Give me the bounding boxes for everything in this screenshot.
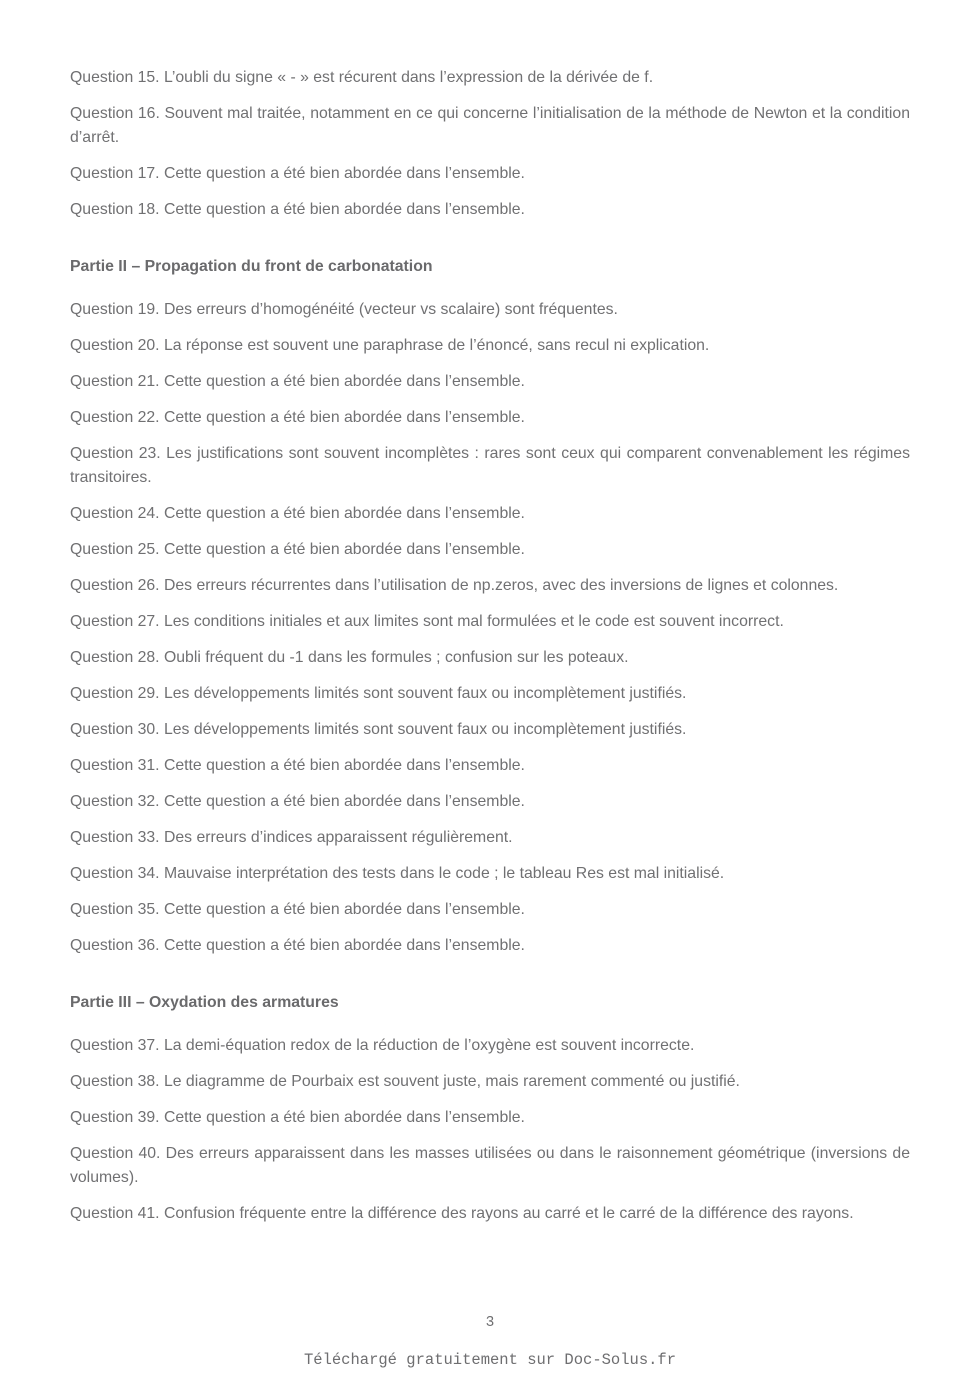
paragraph-question-27: Question 27. Les conditions initiales et aux limites sont mal formulées et le code est souvent incorrect. [70, 612, 784, 630]
paragraph-question-19: Question 19. Des erreurs d’homogénéité (vecteur vs scalaire) sont fréquentes. [70, 301, 618, 318]
paragraph-question-34: Question 34. Mauvaise interprétation des tests dans le code ; le tableau Res est mal initialisé. [70, 864, 725, 882]
paragraph-question-37: Question 37. La demi-équation redox de la réduction de l’oxygène est souvent incorrecte. [70, 1037, 695, 1054]
paragraph-question-25: Question 25. Cette question a été bien abordée dans l’ensemble. [70, 540, 525, 558]
paragraph-question-36: Question 36. Cette question a été bien abordée dans l’ensemble. [70, 936, 525, 954]
paragraph-question-39: Question 39. Cette question a été bien abordée dans l’ensemble. [70, 1109, 525, 1126]
paragraph-question-22: Question 22. Cette question a été bien abordée dans l’ensemble. [70, 409, 525, 426]
paragraph-question-28: Question 28. Oubli fréquent du -1 dans les formules ; confusion sur les poteaux. [70, 648, 629, 666]
paragraph-question-35: Question 35. Cette question a été bien abordée dans l’ensemble. [70, 900, 525, 918]
paragraph-question-16: Question 16. Souvent mal traitée, notamment en ce qui concerne l’initialisation de la méthode de Newton et la condition d’arrêt. [70, 105, 910, 146]
paragraph-question-29: Question 29. Les développements limités sont souvent faux ou incomplètement justifiés. [70, 684, 687, 702]
paragraph-question-38: Question 38. Le diagramme de Pourbaix est souvent juste, mais rarement commenté ou justifié. [70, 1073, 740, 1090]
heading-partie-3: Partie III – Oxydation des armatures [70, 994, 339, 1011]
paragraph-question-23: Question 23. Les justifications sont souvent incomplètes : rares sont ceux qui comparent convenablement les régimes transitoires. [70, 445, 910, 486]
paragraph-question-17: Question 17. Cette question a été bien abordée dans l’ensemble. [70, 164, 525, 182]
paragraph-question-26: Question 26. Des erreurs récurrentes dans l’utilisation de np.zeros, avec des inversions de lignes et colonnes. [70, 576, 839, 594]
paragraph-question-20: Question 20. La réponse est souvent une paraphrase de l’énoncé, sans recul ni explication. [70, 337, 710, 354]
page-number: 3 [485, 1315, 495, 1331]
paragraph-question-24: Question 24. Cette question a été bien abordée dans l’ensemble. [70, 504, 525, 522]
paragraph-question-21: Question 21. Cette question a été bien abordée dans l’ensemble. [70, 373, 525, 390]
watermark-footer: Téléchargé gratuitement sur Doc-Solus.fr [303, 1351, 677, 1369]
paragraph-question-15: Question 15. L’oubli du signe « - » est récurent dans l’expression de la dérivée de f. [70, 69, 654, 86]
paragraph-question-31: Question 31. Cette question a été bien abordée dans l’ensemble. [70, 756, 525, 774]
heading-partie-2: Partie II – Propagation du front de carbonatation [70, 258, 433, 275]
document-body [70, 66, 910, 1238]
paragraph-question-40: Question 40. Des erreurs apparaissent dans les masses utilisées ou dans le raisonnement géométrique (inversions de volumes). [70, 1145, 910, 1186]
paragraph-question-30: Question 30. Les développements limités sont souvent faux ou incomplètement justifiés. [70, 720, 687, 738]
paragraph-question-32: Question 32. Cette question a été bien abordée dans l’ensemble. [70, 792, 525, 810]
paragraph-question-33: Question 33. Des erreurs d’indices apparaissent régulièrement. [70, 828, 513, 846]
paragraph-question-41: Question 41. Confusion fréquente entre la différence des rayons au carré et le carré de la différence des rayons. [70, 1204, 854, 1222]
paragraph-question-18: Question 18. Cette question a été bien abordée dans l’ensemble. [70, 200, 525, 218]
